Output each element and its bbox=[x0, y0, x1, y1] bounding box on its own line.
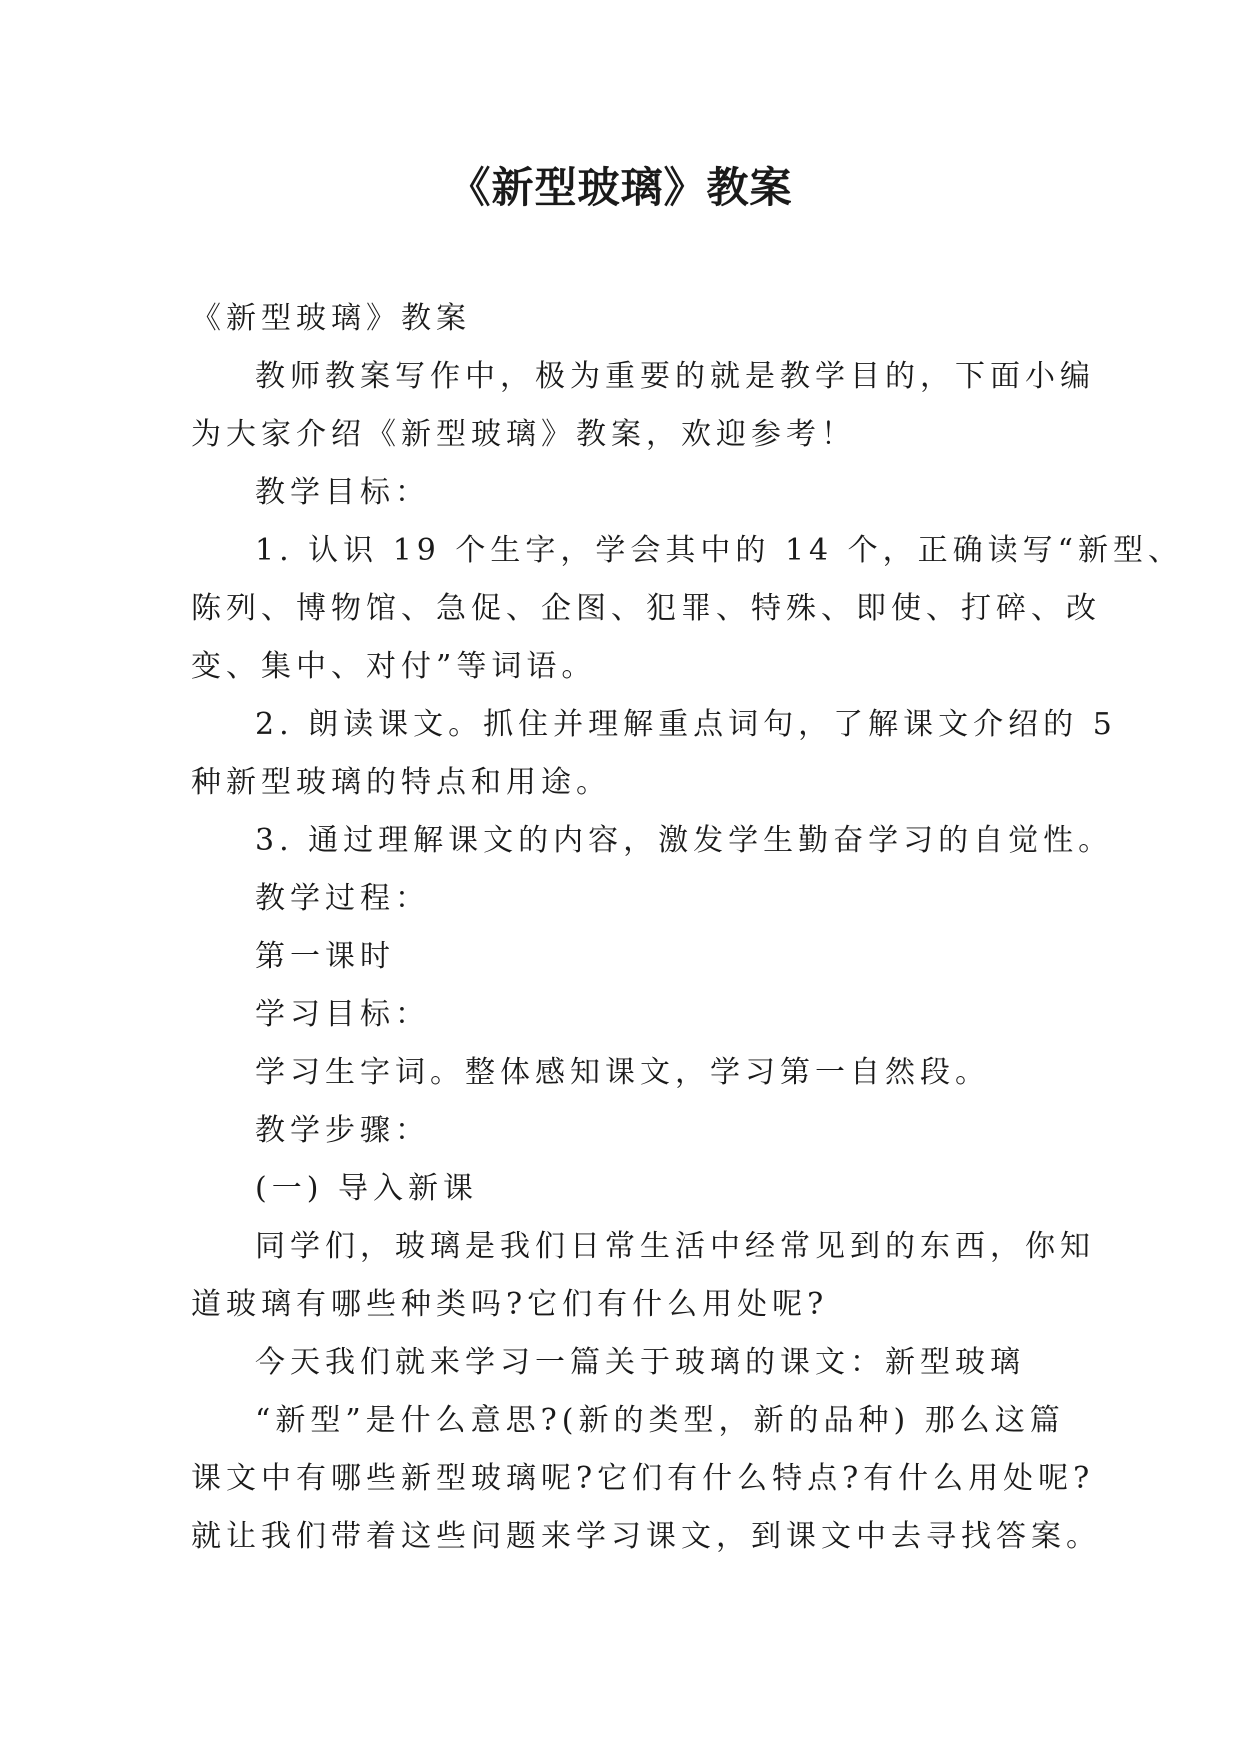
text-line: 学习目标： bbox=[255, 997, 430, 1032]
text-line: 种新型玻璃的特点和用途。 bbox=[191, 765, 611, 800]
document-body bbox=[191, 290, 1183, 1566]
text-line: 道玻璃有哪些种类吗?它们有什么用处呢? bbox=[191, 1287, 829, 1322]
text-line: 就让我们带着这些问题来学习课文，到课文中去寻找答案。 bbox=[191, 1519, 1101, 1554]
text-line: 同学们，玻璃是我们日常生活中经常见到的东西，你知 bbox=[255, 1229, 1095, 1264]
text-line: “新型”是什么意思?(新的类型，新的品种) 那么这篇 bbox=[255, 1403, 1065, 1438]
text-line: 教师教案写作中，极为重要的就是教学目的，下面小编 bbox=[255, 359, 1095, 394]
text-line: 课文中有哪些新型玻璃呢?它们有什么特点?有什么用处呢? bbox=[191, 1461, 1095, 1496]
text-line: 2. 朗读课文。抓住并理解重点词句，了解课文介绍的 5 bbox=[255, 707, 1117, 742]
text-line: (一) 导入新课 bbox=[255, 1171, 478, 1206]
text-line: 陈列、博物馆、急促、企图、犯罪、特殊、即使、打碎、改 bbox=[191, 591, 1101, 626]
text-line: 教学步骤： bbox=[255, 1113, 430, 1148]
text-line: 为大家介绍《新型玻璃》教案，欢迎参考！ bbox=[191, 417, 856, 452]
text-line: 1. 认识 19 个生字，学会其中的 14 个，正确读写“新型、 bbox=[255, 533, 1183, 568]
document-title: 《新型玻璃》教案 bbox=[448, 163, 793, 212]
text-line: 教学过程： bbox=[255, 881, 430, 916]
text-line: 今天我们就来学习一篇关于玻璃的课文：新型玻璃 bbox=[255, 1345, 1025, 1380]
text-line: 第一课时 bbox=[255, 939, 395, 974]
text-line: 变、集中、对付”等词语。 bbox=[191, 649, 597, 684]
text-line: 3. 通过理解课文的内容，激发学生勤奋学习的自觉性。 bbox=[255, 823, 1114, 858]
text-line: 教学目标： bbox=[255, 475, 430, 510]
text-line: 学习生字词。整体感知课文，学习第一自然段。 bbox=[255, 1055, 990, 1090]
text-line: 《新型玻璃》教案 bbox=[191, 301, 471, 336]
